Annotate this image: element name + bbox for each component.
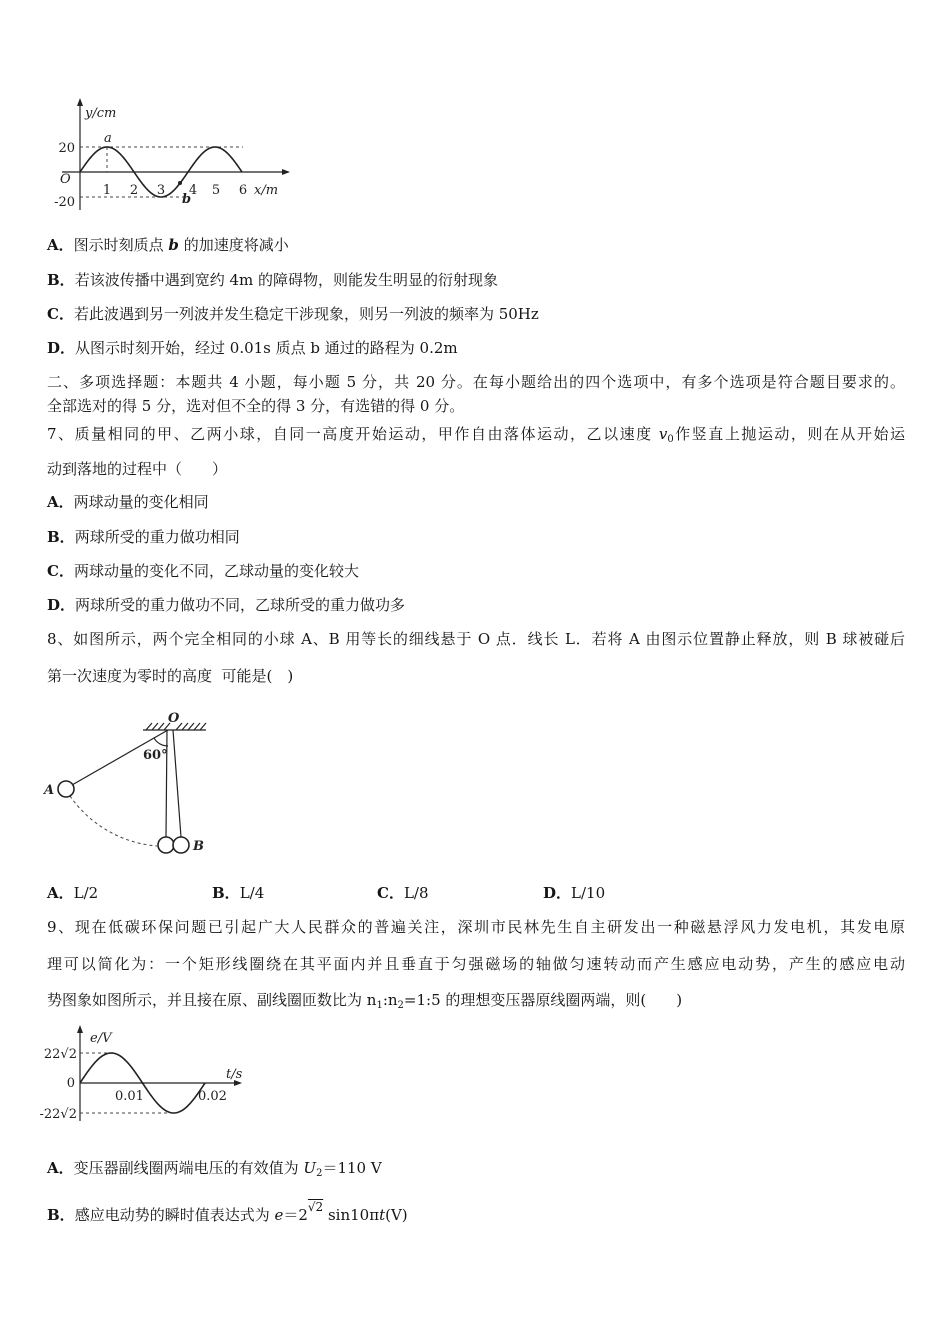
section2-header-line1: 二、多项选择题：本题共 4 小题，每小题 5 分，共 20 分。在每小题给出的四个选项中，有多个选项是符合题目要求的。 <box>47 373 905 391</box>
y-max-label: 22√2 <box>43 1047 77 1062</box>
ball-a <box>58 781 74 797</box>
option-label: D． <box>47 339 76 357</box>
y-max-label: 20 <box>58 141 75 156</box>
option-label: A． <box>47 493 74 511</box>
voltage-symbol: U <box>303 1159 317 1177</box>
point-b-label: b <box>182 192 192 207</box>
x-axis-label: t/s <box>226 1067 243 1082</box>
ball-a-label: A <box>44 783 55 798</box>
q8-option-a <box>47 883 98 903</box>
option-label: C． <box>377 884 404 902</box>
angle-arc <box>154 738 168 746</box>
option-label: B． <box>47 1206 75 1224</box>
x-axis-label: x/m <box>254 183 279 198</box>
option-label: A． <box>47 1159 74 1177</box>
option-text: 两球动量的变化相同 <box>73 493 209 511</box>
q6-option-d <box>47 338 458 358</box>
swing-path-dashed <box>70 796 157 846</box>
q6-option-c <box>47 304 539 324</box>
ball-b-label: B <box>193 839 204 854</box>
q6-option-a <box>47 235 289 255</box>
velocity-symbol: v <box>658 425 668 443</box>
q9-stem-text: =1:5 的理想变压器原线圈两端，则( ) <box>403 991 683 1009</box>
x-axis-arrow <box>282 169 290 175</box>
option-label: B． <box>47 528 75 546</box>
option-variable: b <box>168 236 179 254</box>
option-label: D． <box>47 596 76 614</box>
q9-option-a <box>47 1158 382 1184</box>
option-text: L/4 <box>239 884 265 902</box>
emf-symbol: e <box>274 1206 284 1224</box>
point-b-dot <box>178 181 182 185</box>
ball-b-right <box>173 837 189 853</box>
option-text: 从图示时刻开始，经过 0.01s 质点 b 通过的路程为 0.2m <box>75 339 458 357</box>
y-axis-label: y/cm <box>85 106 117 121</box>
pendulum-diagram <box>40 705 215 860</box>
option-text: (V) <box>385 1206 408 1224</box>
x-tick-label: 6 <box>238 183 248 198</box>
q8-option-d <box>543 883 605 903</box>
emf-graph <box>40 1020 250 1125</box>
q7-option-b <box>47 527 240 547</box>
q8-option-b <box>212 883 264 903</box>
option-text: L/2 <box>73 884 99 902</box>
time-symbol: t <box>379 1206 386 1224</box>
q7-stem-text: 作竖直上抛运动，则在从开始运 <box>673 425 905 443</box>
x-tick-label: 1 <box>102 183 112 198</box>
y-min-label: -22√2 <box>39 1107 77 1122</box>
q9-stem-text: 势图象如图所示，并且接在原、副线圈匝数比为 n <box>47 991 377 1009</box>
q7-option-c <box>47 561 359 581</box>
option-label: C． <box>47 305 74 323</box>
x-tick-label: 2 <box>129 183 139 198</box>
velocity-subscript: 0 <box>667 434 674 445</box>
q7-stem-text: 7、质量相同的甲、乙两小球，自同一高度开始运动，甲作自由落体运动，乙以速度 <box>47 425 659 443</box>
option-label: B． <box>212 884 240 902</box>
option-label: B． <box>47 271 75 289</box>
option-text: 感应电动势的瞬时值表达式为 <box>74 1206 275 1224</box>
q7-option-a <box>47 492 209 512</box>
option-label: A． <box>47 884 74 902</box>
x-tick-label: 0.01 <box>115 1089 144 1104</box>
x-tick-label: 5 <box>211 183 221 198</box>
x-tick-label: 0.02 <box>198 1089 227 1104</box>
q9-option-b <box>47 1200 408 1226</box>
q9-stem-line1: 9、现在低碳环保问题已引起广大人民群众的普遍关注，深圳市民林先生自主研发出一种磁悬浮风力发电机，其发电原 <box>47 918 905 936</box>
x-tick-label: 4 <box>188 183 198 198</box>
y-axis-arrow <box>77 1025 83 1033</box>
origin-label: O <box>60 172 71 187</box>
ball-b-left <box>158 837 174 853</box>
option-text: ＝110 V <box>322 1159 382 1177</box>
q7-option-d <box>47 595 405 615</box>
option-label: C． <box>47 562 74 580</box>
q8-option-c <box>377 883 429 903</box>
option-label: D． <box>543 884 572 902</box>
q8-stem-line1: 8、如图所示，两个完全相同的小球 A、B 用等长的细线悬于 O 点．线长 L．若将 A 由图示位置静止释放，则 B 球被碰后 <box>47 630 905 648</box>
n2-subscript: 2 <box>397 1000 404 1011</box>
q9-stem-text: :n <box>382 991 398 1009</box>
option-text: L/10 <box>571 884 606 902</box>
voltage-subscript: 2 <box>316 1168 323 1179</box>
string-b-right <box>173 730 181 837</box>
y-min-label: -20 <box>54 195 75 210</box>
q9-stem-line3 <box>47 990 682 1016</box>
option-text: L/8 <box>403 884 429 902</box>
q8-stem-line2: 第一次速度为零时的高度 可能是( ) <box>47 667 294 685</box>
option-text: 变压器副线圈两端电压的有效值为 <box>73 1159 304 1177</box>
q9-stem-line2: 理可以简化为：一个矩形线圈绕在其平面内并且垂直于匀强磁场的轴做匀速转动而产生感应电动势，产生的感应电动 <box>47 955 905 973</box>
option-text: 两球所受的重力做功相同 <box>74 528 240 546</box>
option-text: sin10π <box>323 1206 380 1224</box>
option-text: 两球所受的重力做功不同，乙球所受的重力做功多 <box>75 596 406 614</box>
option-text: 若该波传播中遇到宽约 4m 的障碍物，则能发生明显的衍射现象 <box>74 271 498 289</box>
angle-label: 60° <box>143 748 168 763</box>
option-label: A． <box>47 236 74 254</box>
point-a-label: a <box>104 131 112 146</box>
option-text: 若此波遇到另一列波并发生稳定干涉现象，则另一列波的频率为 50Hz <box>73 305 539 323</box>
sqrt-two-superscript: √2 <box>307 1200 324 1214</box>
wave-graph <box>40 95 300 215</box>
y-axis-label: e/V <box>90 1031 112 1046</box>
n1-subscript: 1 <box>376 1000 383 1011</box>
pivot-label: O <box>168 711 180 726</box>
y-axis-arrow <box>77 98 83 106</box>
section2-header-line2: 全部选对的得 5 分，选对但不全的得 3 分，有选错的得 0 分。 <box>47 397 465 415</box>
option-text: 的加速度将减小 <box>178 236 289 254</box>
q6-option-b <box>47 270 498 290</box>
option-text: ＝2 <box>283 1206 308 1224</box>
option-text: 两球动量的变化不同，乙球动量的变化较大 <box>73 562 359 580</box>
option-text: 图示时刻质点 <box>73 236 169 254</box>
q7-stem-line1 <box>47 424 905 450</box>
origin-label: 0 <box>66 1076 75 1091</box>
x-tick-label: 3 <box>156 183 166 198</box>
q7-stem-line2: 动到落地的过程中（ ） <box>47 460 228 478</box>
